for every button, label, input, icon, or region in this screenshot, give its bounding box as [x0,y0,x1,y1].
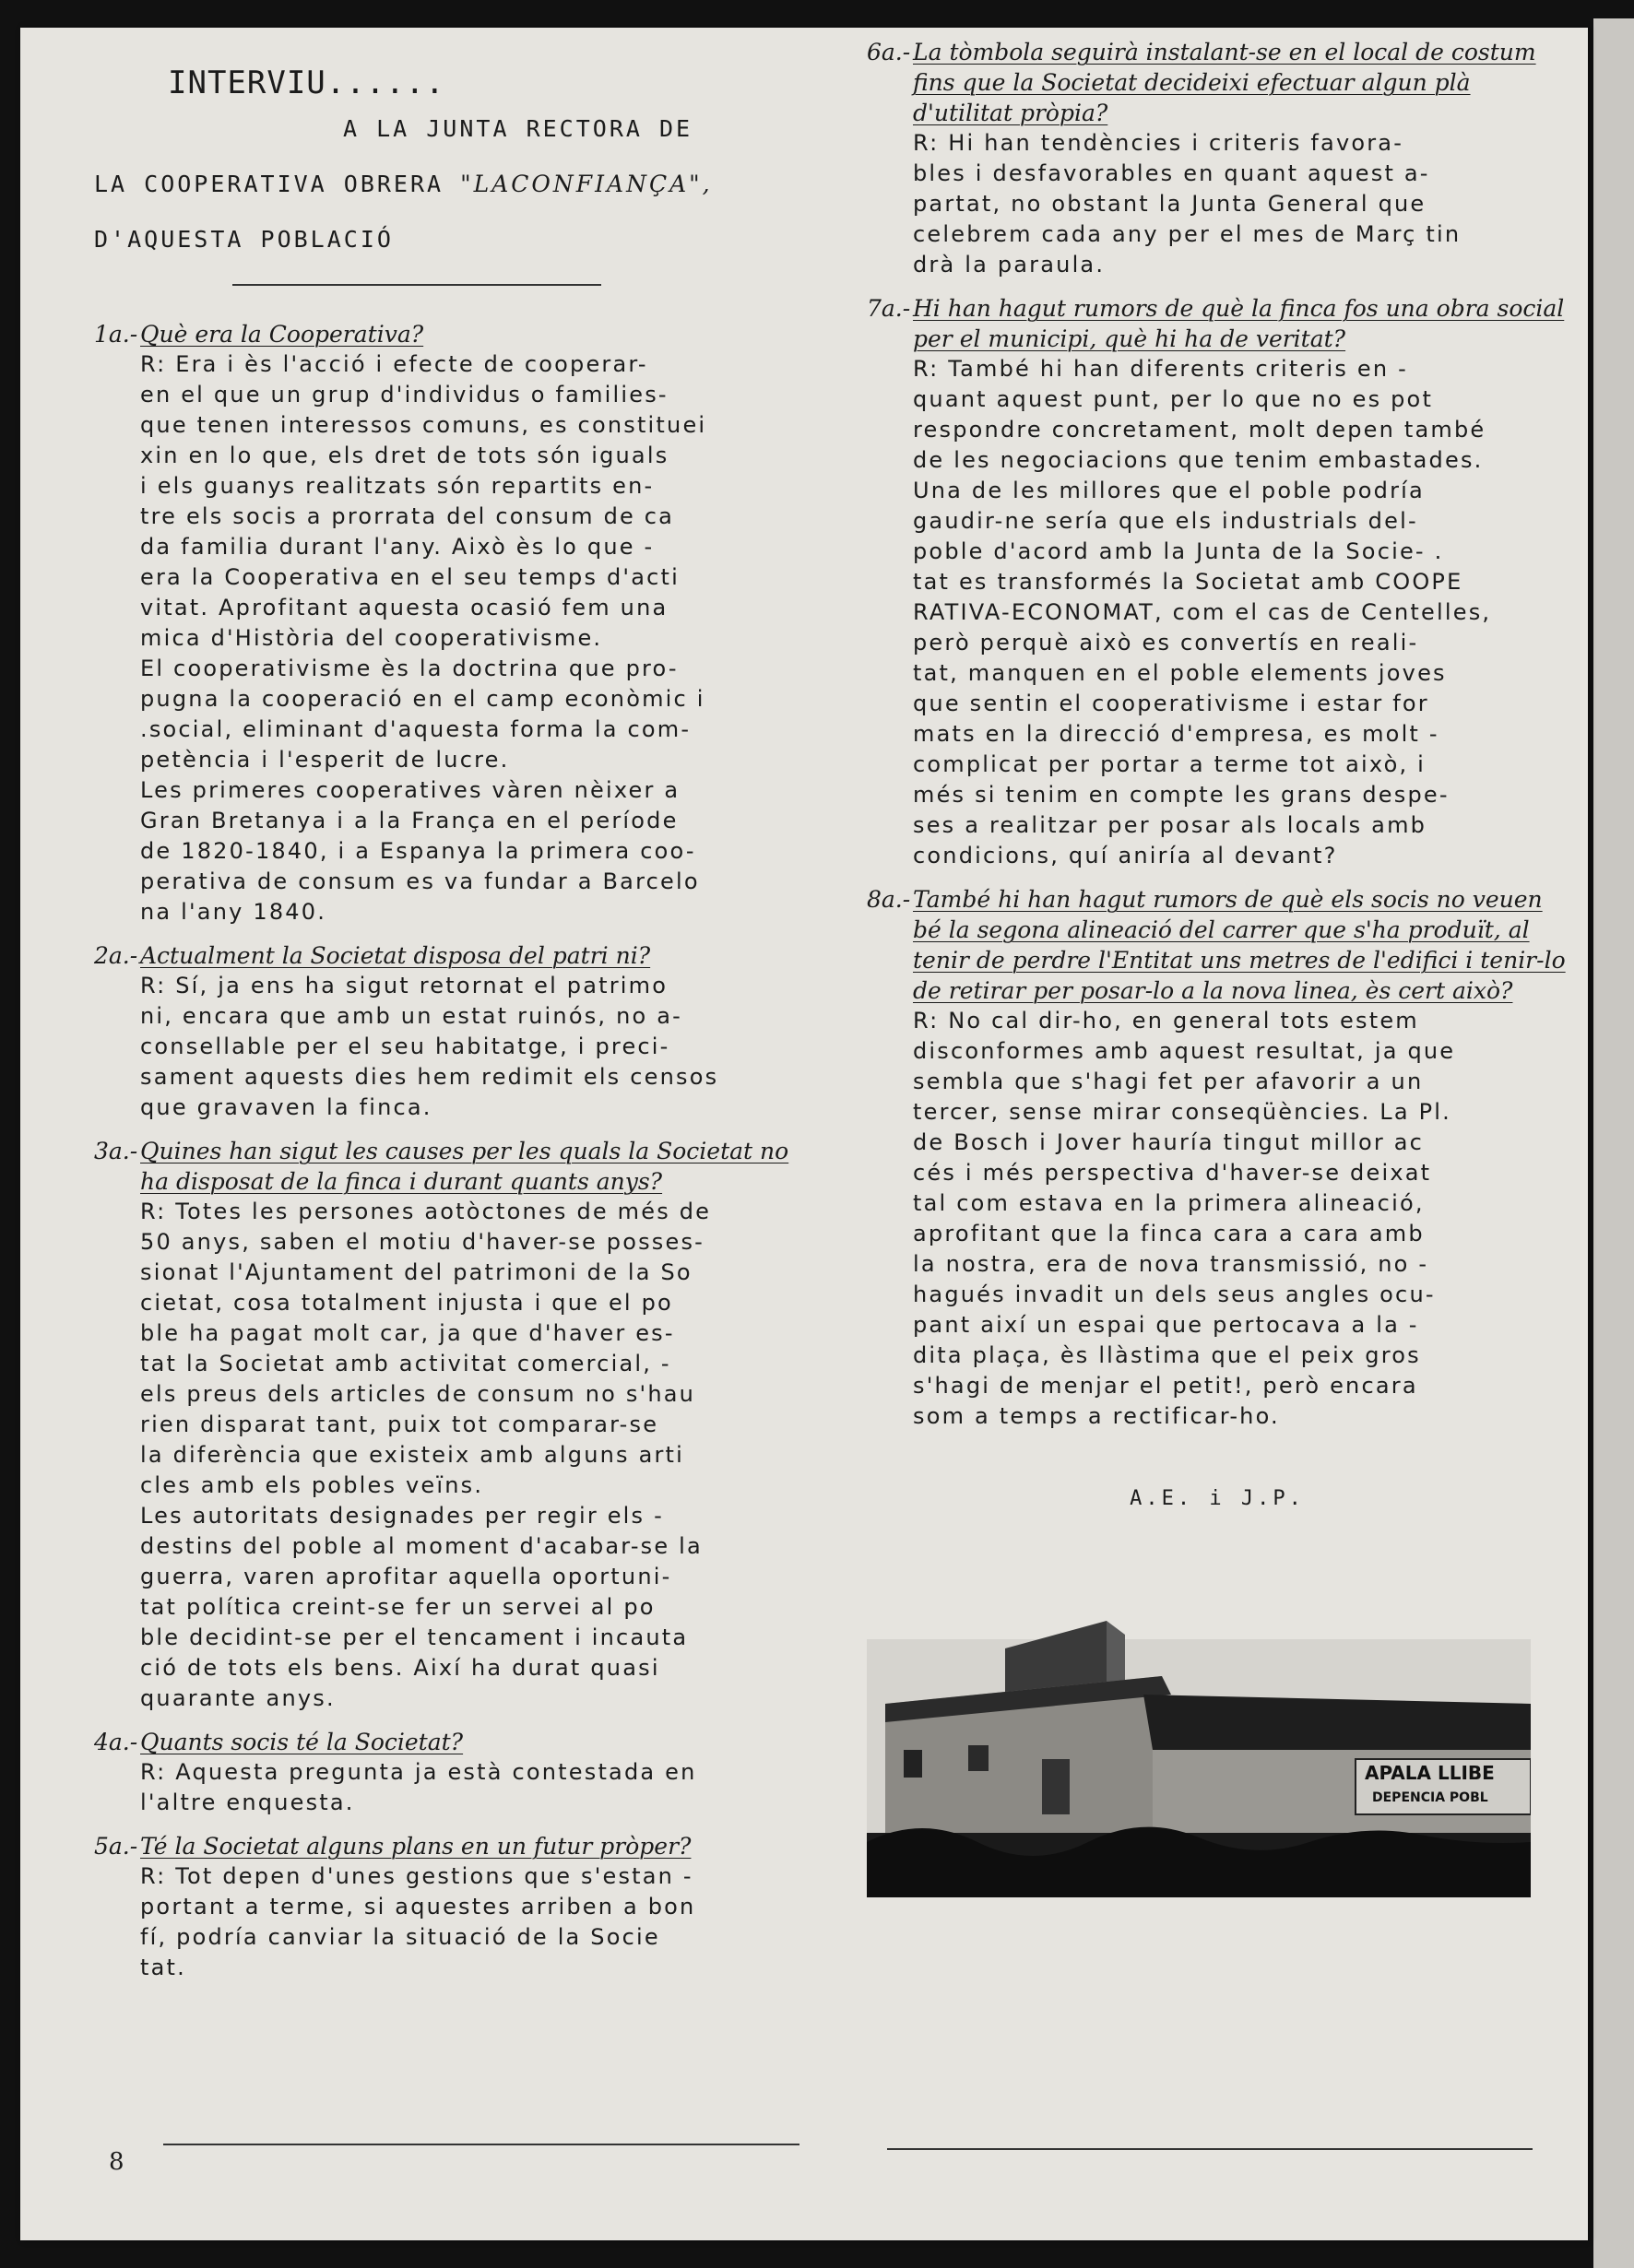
question-3 [94,1136,795,1197]
answer-2: R: Sí, ja ens ha sigut retornat el patrimo ni, encara que amb un estat ruinós, no a- consellable per el seu habitatge, i preci- sament aquests dies hem redimit els censos que gravaven la finca. [140,973,719,1120]
left-column [94,65,795,1983]
adjacent-page-edge [1593,18,1634,2268]
question-1 [94,319,795,349]
right-column [867,37,1568,1897]
question-number: 8a.- [867,886,911,913]
answer-4: R: Aquesta pregunta ja està contestada en l'altre enquesta. [140,1759,697,1815]
qa-block-7 [867,293,1568,871]
photo-sign-text-2: DEPENCIA POBL [1372,1790,1488,1805]
subtitle-line-2 [94,157,795,212]
qa-block-1 [94,319,795,927]
question-text: Té la Societat alguns plans en un futur pròper? [140,1833,692,1860]
bottom-rule-right [887,2148,1533,2150]
qa-block-5 [94,1831,795,1983]
cooperative-name: "LACONFIANÇA", [460,171,713,197]
bottom-rule-left [163,2144,799,2145]
question-4 [94,1727,795,1757]
question-text: La tòmbola seguirà instalant-se en el local de costum fins que la Societat decideixi efectuar algun plà d'utilitat pròpia? [913,39,1536,126]
question-2 [94,940,795,971]
building-photo-image [867,1565,1531,1897]
title-divider [232,284,601,286]
building-photo [867,1565,1531,1897]
answer-6: R: Hi han tendències i criteris favora- bles i desfavorables en quant aquest a- partat, no obstant la Junta General que celebrem cada any per el mes de Març tin drà la paraula. [913,130,1462,278]
answer-3: R: Totes les persones aotòctones de més de 50 anys, saben el motiu d'haver-se posses- sionat l'Ajuntament del patrimoni de la So cietat, cosa totalment injusta i que el po ble ha pagat molt car, ja que d'haver es- tat la Societat amb activitat comercial, - els preus dels articles de consum no s'hau rien disparat tant, puix tot comparar-se la diferència que existeix amb alguns arti cles amb els pobles veïns. Les autoritats designades per regir els - destins del poble al moment d'acabar-se la guerra, varen aprofitar aquella oportuni- tat política creint-se fer un servei al po ble decidint-se per el tencament i incauta ció de tots els bens. Així ha durat quasi quarante anys. [140,1199,712,1711]
question-7 [867,293,1568,354]
subtitle-line-1: A LA JUNTA RECTORA DE [343,115,693,142]
answer-1: R: Era i ès l'acció i efecte de cooperar- en el que un grup d'individus o families- que tenen interessos comuns, es constituei xin en lo que, els dret de tots són iguals i els guanys realitzats són repartits en- tre els socis a prorrata del consum de ca da familia durant l'any. Això ès lo que - era la Cooperativa en el seu temps d'acti vitat. Aprofitant aquesta ocasió fem una mica d'Història del cooperativisme. El cooperativisme ès la doctrina que pro- pugna la cooperació en el camp econòmic i .social, eliminant d'aquesta forma la com- petència i l'esperit de lucre. Les primeres cooperatives vàren nèixer a Gran Bretanya i a la França en el període de 1820-1840, i a Espanya la primera coo- perativa de consum es va fundar a Barcelo na l'any 1840. [140,351,707,925]
qa-block-3 [94,1136,795,1714]
question-number: 3a.- [94,1138,138,1164]
qa-block-4 [94,1727,795,1818]
magazine-page [20,28,1588,2240]
question-text: Quants socis té la Societat? [140,1729,464,1755]
answer-8: R: No cal dir-ho, en general tots estem disconformes amb aquest resultat, ja que sembla que s'hagi fet per afavorir a un tercer, sense mirar conseqüències. La Pl. de Bosch i Jover hauría tingut millor ac cés i més perspectiva d'haver-se deixat tal com estava en la primera alineació, aprofitant que la finca cara a cara amb la nostra, era de nova transmissió, no - hagués invadit un dels seus angles ocu- pant així un espai que pertocava a la - dita plaça, ès llàstima que el peix gros s'hagi de menjar el petit!, però encara som a temps a rectificar-ho. [913,1008,1456,1429]
photo-sign-text-1: APALA LLIBE [1365,1762,1495,1784]
subtitle-prefix: LA COOPERATIVA OBRERA [94,171,461,197]
question-number: 7a.- [867,295,911,322]
question-text: Hi han hagut rumors de què la finca fos una obra social per el municipi, què hi ha de veritat? [913,295,1565,352]
author-signature: A.E. i J.P. [1130,1487,1305,1510]
question-number: 1a.- [94,321,138,348]
question-text: Què era la Cooperativa? [140,321,424,348]
question-6 [867,37,1568,128]
question-text: També hi han hagut rumors de què els socis no veuen bé la segona alineació del carrer que s'ha produït, al tenir de perdre l'Entitat uns metres de l'edifici i tenir-lo de retirar per posar-lo a la nova linea, ès cert això? [913,886,1566,1004]
question-number: 2a.- [94,942,138,969]
article-title: INTERVIU...... [168,65,445,101]
page-number: 8 [109,2148,124,2176]
question-text: Quines han sigut les causes per les quals la Societat no ha disposat de la finca i durant quants anys? [140,1138,789,1195]
question-text: Actualment la Societat disposa del patri ni? [140,942,651,969]
question-number: 6a.- [867,39,911,65]
answer-7: R: També hi han diferents criteris en - quant aquest punt, per lo que no es pot respondre concretament, molt depen també de les negociacions que tenim embastades. Una de les millores que el poble podría gaudir-ne sería que els industrials del- poble d'acord amb la Junta de la Socie- . tat es transformés la Societat amb COOPE RATIVA-ECONOMAT, com el cas de Centelles, però perquè això es convertís en reali- tat, manquen en el poble elements joves que sentin el cooperativisme i estar for mats en la direcció d'empresa, es molt - complicat per portar a terme tot això, i més si tenim en compte les grans despe- ses a realitzar per posar als locals amb condicions, quí aniría al devant? [913,356,1492,868]
question-5 [94,1831,795,1861]
qa-block-6 [867,37,1568,280]
qa-block-2 [94,940,795,1123]
question-8 [867,884,1568,1006]
qa-block-8 [867,884,1568,1432]
subtitle-line-3: D'AQUESTA POBLACIÓ [94,226,394,253]
answer-5: R: Tot depen d'unes gestions que s'estan - portant a terme, si aquestes arriben a bon fí, podría canviar la situació de la Socie tat. [140,1863,696,1980]
question-number: 4a.- [94,1729,138,1755]
question-number: 5a.- [94,1833,138,1860]
